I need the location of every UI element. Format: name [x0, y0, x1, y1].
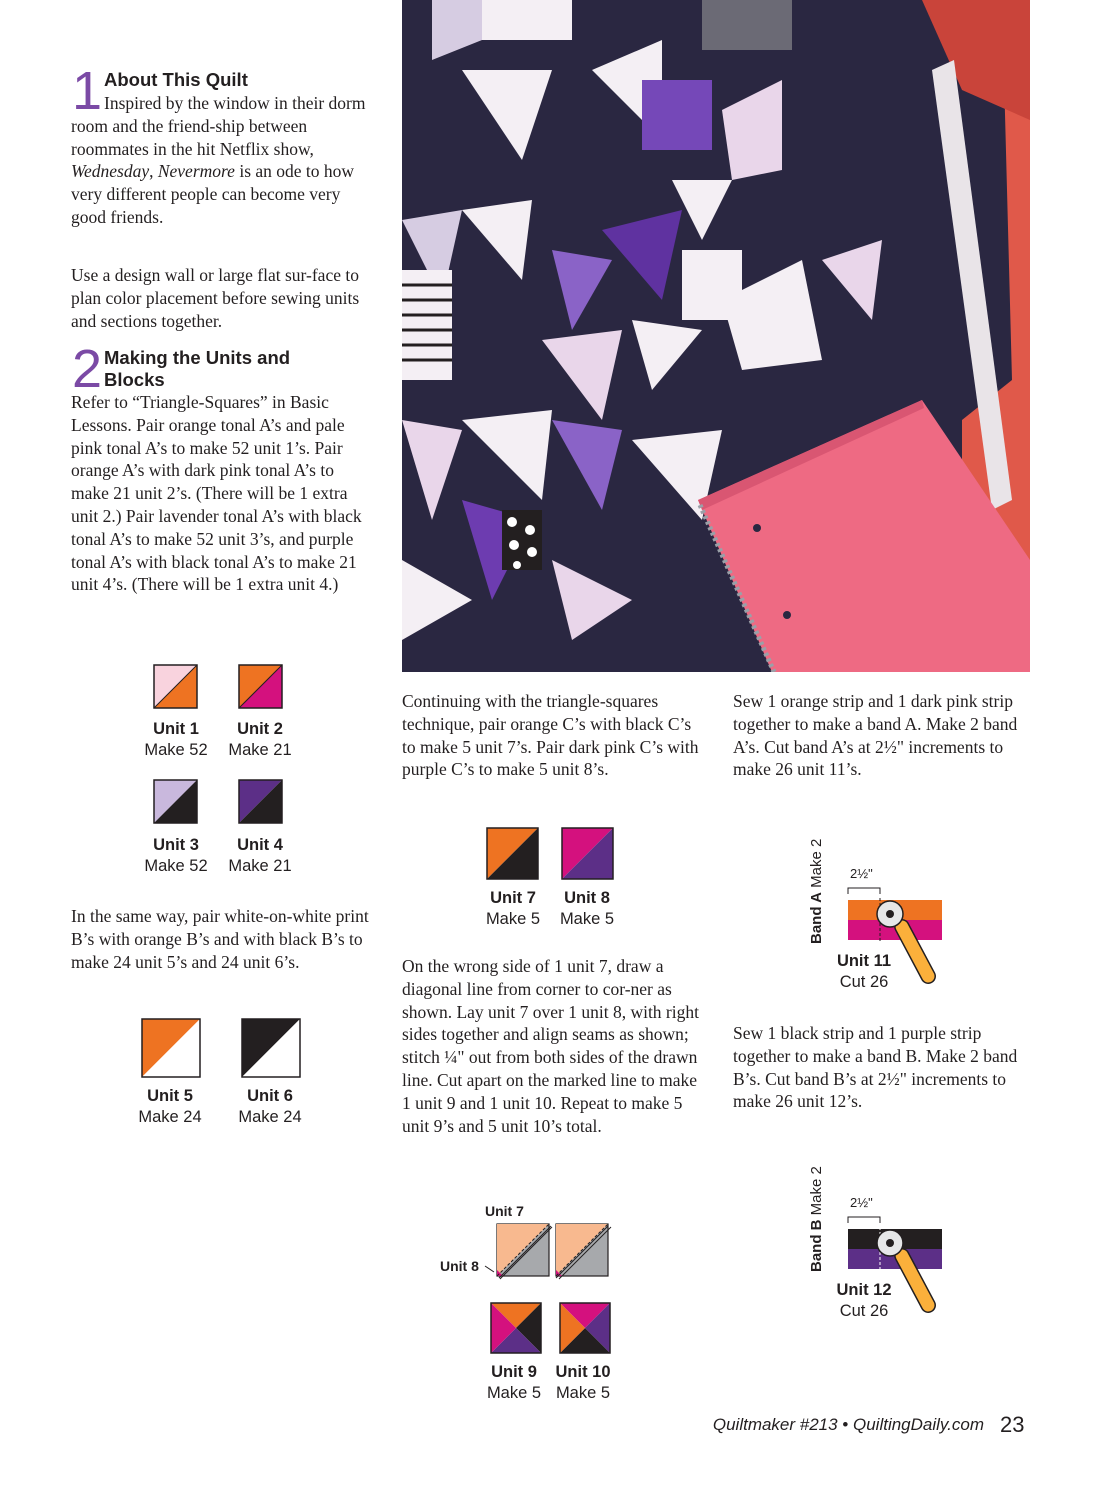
- unit-5-label: [120, 1086, 220, 1128]
- section-2-paragraph-1: Refer to “Triangle-Squares” in Basic Lessons. Pair orange tonal A’s and pale pink tonal A’s to make 52 unit 1’s. Pair orange A’s with dark pink tonal A’s to make 21 unit 2’s. (There will be 1 extra unit 2.) Pair lavender tonal A’s with black tonal A’s to make 52 unit 3’s, and purple tonal A’s with black tonal A’s to make 21 unit 4’s. (There will be 1 extra unit 4.): [71, 392, 362, 595]
- unit-8-swatch: [562, 828, 613, 879]
- units-7-8-diagram: [484, 825, 624, 881]
- layered-square-2: [556, 1224, 611, 1279]
- unit-10-label: [533, 1362, 633, 1404]
- unit-count: Make 52: [144, 741, 208, 759]
- unit-name: Unit 1: [153, 720, 199, 738]
- unit-name: Unit 12: [836, 1281, 892, 1299]
- band-count: Make 2: [808, 838, 825, 893]
- unit-3-swatch: [154, 780, 197, 823]
- footer-credit: Quiltmaker #213 • QuiltingDaily.com: [712, 1415, 984, 1434]
- band-name: Band B: [808, 1219, 825, 1272]
- unit-12-label: [814, 1280, 914, 1322]
- unit-name: Unit 2: [237, 720, 283, 738]
- unit-9-swatch: [491, 1303, 541, 1353]
- unit-count: Make 5: [559, 910, 615, 928]
- right-paragraph-2: Sew 1 black strip and 1 purple strip together to make a band B. Make 2 band B’s. Cut band B’s at 2½" increments to make 26 unit 12’s.: [733, 1023, 1018, 1112]
- unit-name: Unit 6: [247, 1087, 293, 1105]
- diagram-unit-7-label: Unit 7: [485, 1203, 524, 1219]
- unit-count: Make 21: [228, 741, 292, 759]
- right-paragraph-1: Sew 1 orange strip and 1 dark pink strip together to make a band A. Make 2 band A’s. Cut band A’s at 2½" increments to make 26 unit 11’s.: [733, 691, 1018, 780]
- unit-7-swatch: [487, 828, 538, 879]
- unit-2-label: [210, 719, 310, 761]
- band-name: Band A: [808, 892, 825, 944]
- band-b-measure: 2½": [850, 1195, 873, 1210]
- unit-11-label: [814, 951, 914, 993]
- unit-name: Unit 10: [555, 1363, 611, 1381]
- text: ,: [149, 161, 158, 182]
- units-3-4-diagram: [150, 777, 300, 827]
- pointer-line: [485, 1266, 494, 1272]
- unit-count: Make 21: [228, 857, 292, 875]
- unit-4-swatch: [239, 780, 282, 823]
- diagram-unit-8-label: Unit 8: [440, 1258, 479, 1274]
- band-a-label: [808, 839, 825, 944]
- units-5-6-diagram: [138, 1016, 308, 1078]
- quilt-title: Nevermore: [157, 161, 235, 182]
- section-title: Making the Units and Blocks: [104, 347, 291, 390]
- unit-6-label: [220, 1086, 320, 1128]
- unit-name: Unit 5: [147, 1087, 193, 1105]
- middle-paragraph-1: Continuing with the triangle-squares technique, pair orange C’s with black C’s to make 5 unit 7’s. Pair dark pink C’s with purple C’s to make 5 unit 8’s.: [402, 691, 699, 780]
- unit-count: Make 5: [486, 1384, 542, 1402]
- unit-count: Make 24: [138, 1108, 202, 1126]
- page-number: 23: [1000, 1412, 1025, 1437]
- unit-8-label: [537, 888, 637, 930]
- band-b-label: [808, 1166, 825, 1272]
- unit-name: Unit 11: [836, 952, 892, 970]
- band-count: Make 2: [808, 1166, 825, 1220]
- unit-name: Unit 3: [153, 836, 199, 854]
- unit-5-swatch: [142, 1019, 200, 1077]
- layered-square-1: [497, 1224, 552, 1279]
- stitch-diagram: [480, 1220, 620, 1282]
- section-number: 2: [72, 339, 103, 399]
- section-title: About This Quilt: [104, 69, 248, 90]
- measure-bracket: [848, 888, 880, 894]
- unit-6-swatch: [242, 1019, 300, 1077]
- unit-count: Make 5: [485, 910, 541, 928]
- units-9-10-diagram: [488, 1300, 618, 1355]
- measure-bracket: [848, 1217, 880, 1223]
- unit-count: Cut 26: [839, 1302, 889, 1320]
- text: Inspired by the window in their dorm room and the friend-ship between roommates in the hit Netflix show,: [71, 93, 366, 159]
- show-title: Wednesday: [71, 161, 150, 182]
- unit-name: Unit 9: [491, 1363, 537, 1381]
- unit-1-swatch: [154, 665, 197, 708]
- unit-count: Make 52: [144, 857, 208, 875]
- unit-count: Make 24: [238, 1108, 302, 1126]
- unit-name: Unit 4: [237, 836, 283, 854]
- unit-2-swatch: [239, 665, 282, 708]
- section-2-paragraph-2: In the same way, pair white-on-white print B’s with orange B’s and with black B’s to make 24 unit 5’s and 24 unit 6’s.: [71, 906, 369, 972]
- quilt-photo: [402, 0, 1030, 672]
- middle-paragraph-2: On the wrong side of 1 unit 7, draw a diagonal line from corner to cor-ner as shown. Lay unit 7 over 1 unit 8, with right sides together and align seams as shown; stitch ¼" out from both sides of the drawn line. Cut apart on the marked line to make 1 unit 9 and 1 unit 10. Repeat to make 5 unit 9’s and 5 unit 10’s total.: [402, 956, 699, 1136]
- unit-name: Unit 8: [564, 889, 610, 907]
- quilt-photo-illustration: [402, 0, 1030, 672]
- section-number: 1: [72, 61, 103, 121]
- band-a-measure: 2½": [850, 866, 873, 881]
- text: is an ode to how very different people can become very good friends.: [71, 161, 355, 227]
- unit-name: Unit 7: [490, 889, 536, 907]
- unit-10-swatch: [560, 1303, 610, 1353]
- unit-count: Cut 26: [839, 973, 889, 991]
- unit-4-label: [210, 835, 310, 877]
- section-1-paragraph-2: Use a design wall or large flat sur-face to plan color placement before sewing units and sections together.: [71, 265, 360, 331]
- unit-count: Make 5: [555, 1384, 611, 1402]
- section-1-paragraph-1: [71, 92, 371, 229]
